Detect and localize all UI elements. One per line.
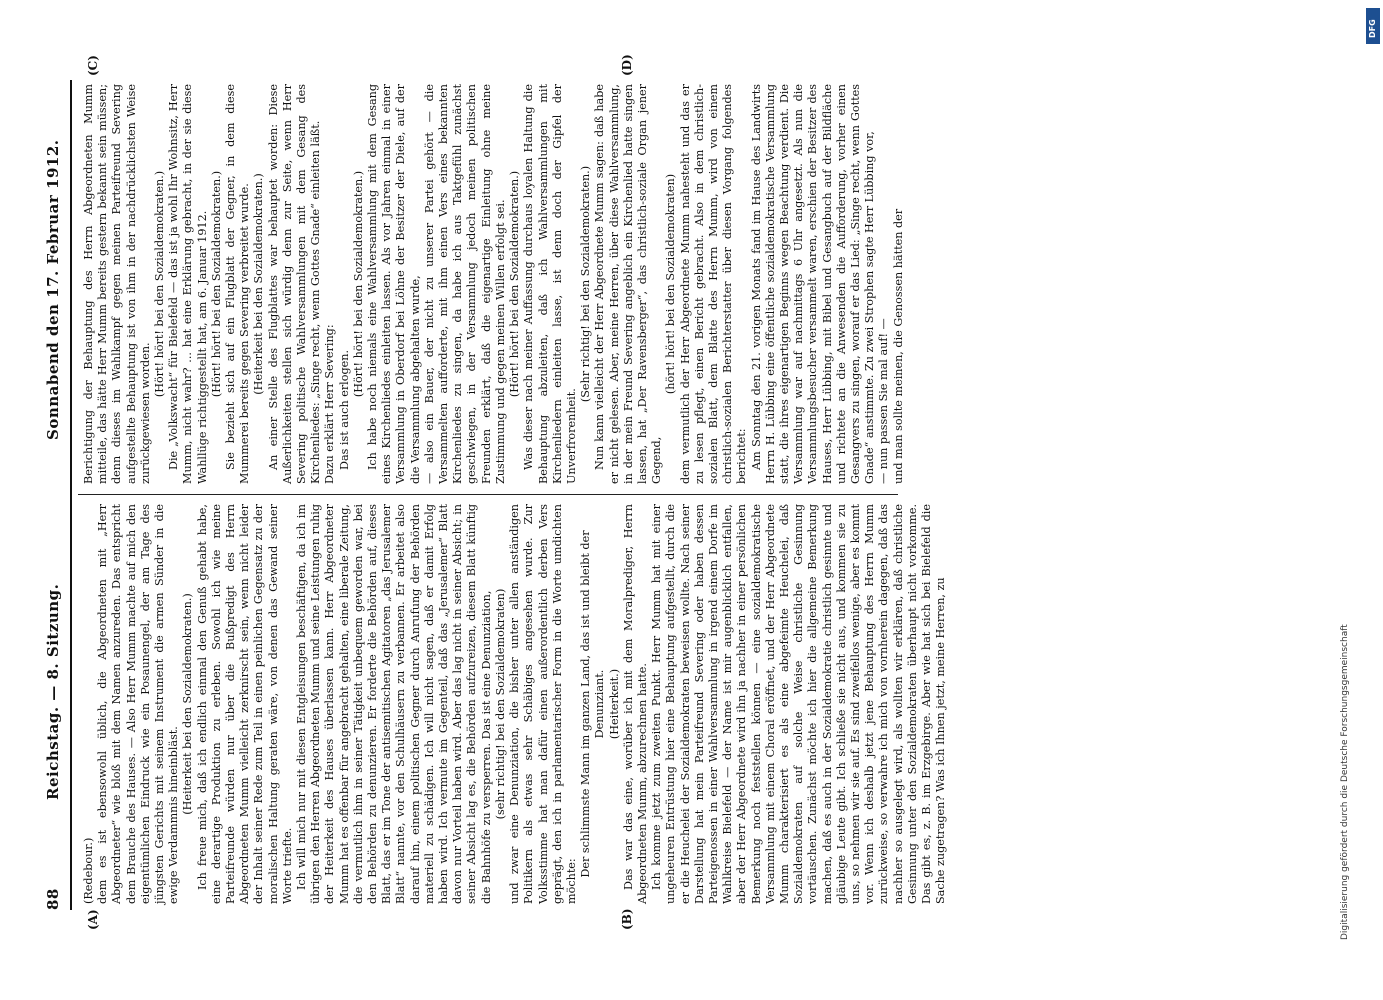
interjection: (Sehr richtig! bei den Sozialdemokraten.)	[579, 165, 593, 403]
paragraph: Die „Volkswacht“ für Bielefeld — das ist ja wohl Ihr Wohnsitz, Herr Mumm, nicht wahr? ... hat eine Erklärung gebracht, in der sie diese Wahllüge richtiggestellt hat, am 6. Januar 1912.	[167, 84, 209, 484]
paragraph: Sie bezieht sich auf ein Flugblatt der Gegner, in dem diese Mummerei bereits gegen Severing verbreitet wurde.	[224, 84, 252, 484]
margin-mark-b: (B)	[620, 908, 634, 930]
funding-note-text: Digitalisierung gefördert durch die Deutsche Forschungsgemeinschaft	[1340, 624, 1350, 940]
quote: Das ist auch erlogen.	[337, 349, 351, 470]
interjection: (hört! hört! bei den Sozialdemokraten)	[664, 173, 678, 395]
paragraph: Das war das eine, worüber ich mit dem Moralprediger, Herrn Abgeordneten Mumm, abzurechnen hatte.	[621, 504, 649, 904]
paragraph: Ich freue mich, daß ich endlich einmal den Genuß gehabt habe, eine derartige Produktion zu erleben. Sowohl ich wie meine Parteifreunde würden nur über die Bußpredigt des Herrn Abgeordneten Mumm vielleicht zerknirscht sein, wenn nicht leider der Inhalt seiner Rede zum Teil in einen peinlichen Gegensatz zu der moralischen Haltung geraten wäre, von denen das Gewand seiner Worte triefte.	[195, 504, 294, 904]
paragraph: Berichtigung der Behauptung des Herrn Abgeordneten Mumm mitteile, das hätte Herr Mumm bereits gestern bekannt sein müssen; denn dieses im Wahlkampf gegen meinen Parteifreund Severing aufgestellte Behauptung ist von ihm in der nachdrücklichsten Weise zurückgewiesen worden.	[82, 84, 152, 484]
paragraph: Dazu erklärt Herr Severing:	[323, 324, 337, 484]
session-date: Sonnabend den 17. Februar 1912.	[44, 139, 62, 440]
interjection: (Hört! hört! bei den Sozialdemokraten.)	[351, 170, 365, 398]
header-rule	[70, 80, 72, 910]
speaker-label: (Redebour.)	[82, 837, 95, 904]
quote: Ich habe noch niemals eine Wahlversammlung mit dem Gesang eines Kirchenliedes einleiten lassen. Als vor Jahren einmal in einer Versammlung in Oberdorf bei Löhne der Besitzer der Diele, auf der die Versammlung abgehalten wurde,	[366, 84, 422, 484]
paragraph: Nun kann vielleicht der Herr Abgeordnete Mumm sagen: daß habe er nicht gelesen. Aber, meine Herren, über diese Wahlversammlung, in der mein Freund Severing angeblich ein Kirchenlied hatte singen lassen, hat „Der Ravensberger“, das christlich-soziale Organ jener Gegend,	[593, 84, 664, 484]
session-title: Reichstag. — 8. Sitzung.	[44, 583, 62, 800]
interjection: (Heiterkeit.)	[607, 668, 621, 740]
margin-mark-a: (A)	[86, 909, 100, 930]
interjection: (Hört! hört! bei den Sozialdemokraten.)	[508, 170, 522, 398]
paragraph: Ich komme jetzt zum zweiten Punkt. Herr Mumm hat mit einer ungeheuren Entrüstung hier eine Behauptung aufgestellt, durch die er die Heuchelei der Sozialdemokraten beweisen wollte. Nach seiner Darstellung hat mein Parteifreund Severing oder haben dessen Parteigenossen in einer Wahlversammlung in irgend einem Dorfe im Wahlkreise Bielefeld — der Name ist mir augenblicklich entfallen, aber der Herr Abgeordnete wird ihn ja nachher in einer persönlichen Bemerkung noch feststellen können — eine sozialdemokratische Versammlung mit einem Choral eröffnet, und der Herr Abgeordnete Mumm charakterisiert es als eine abgefeimte Heuchelei, daß Sozialdemokraten auf solche Weise christliche Gesinnung vortäuschen. Zunächst möchte ich hier die allgemeine Bemerkung machen, daß es auch in der Sozialdemokratie christlich gesinnte und gläubige Leute gibt. Ich schließe sie nicht aus, und kommen sie zu uns, so nehmen wir sie auf. Es sind zweifellos wenige, aber es kommt vor. Wenn ich deshalb jetzt jene Behauptung des Herrn Mumm zurückweise, so verwahre ich mich von vornherein dagegen, daß das nachher so ausgelegt wird, als wollten wir erklären, daß christliche Gesinnung unter den Sozialdemokraten überhaupt nicht vorkomme. Das gibt es, z. B. im Erzgebirge. Aber wie hat sich bei Bielefeld die Sache zugetragen? Was ich Ihnen jetzt, meine Herren, zu	[650, 504, 948, 904]
verse: Der schlimmste Mann im ganzen Land, das ist und bleibt der Denunziant.	[579, 530, 607, 878]
dfg-logo	[1366, 8, 1380, 44]
funding-note	[1340, 60, 1354, 940]
quote: und man sollte meinen, die Genossen hätten der	[891, 208, 905, 484]
page-header	[44, 90, 70, 910]
interjection: — nun passen Sie mal auf! —	[877, 318, 891, 484]
margin-mark-c: (C)	[86, 55, 100, 76]
interjection: (sehr richtig! bei den Sozialdemokraten)	[493, 588, 507, 820]
dfg-logo-text: DFG	[1368, 19, 1377, 38]
quote: An einer Stelle des Flugblattes war behauptet worden: Diese Außerlichkeiten stellen sich würdig denn zur Seite, wenn Herr Severing politische Wahlversammlungen mit dem Gesang des Kirchenliedes: „Singe recht, wenn Gottes Gnade“ einleiten läßt.	[266, 84, 323, 484]
interjection: (Heiterkeit bei den Sozialdemokraten.)	[252, 173, 266, 395]
paragraph: Ich will mich nur mit diesen Entgleisungen beschäftigen, da ich im übrigen den Herren Abgeordneten Mumm und seine Leistungen ruhig der Heiterkeit des Hauses überlassen kann. Herr Abgeordneter Mumm hat es offenbar für angebracht gehalten, eine liberale Zeitung, die vermutlich ihm in seiner Tätigkeit unbequem geworden war, bei den Behörden zu denunzieren. Er forderte die Behörden auf, dieses Blatt, das er im Tone der antisemitischen Agitatoren „das Jerusalemer Blatt“ nannte, vor den Schulhäusern zu verbannen. Er arbeitet also darauf hin, einem politischen Gegner durch Anrufung der Behörden materiell zu schädigen. Ich will nicht sagen, daß er damit Erfolg haben wird. Ich vermute im Gegenteil, daß das „Jerusalemer“ Blatt davon nur Vorteil haben wird. Aber das lag nicht in seiner Absicht; in seiner Absicht lag es, die Behörden aufzureizen, diesem Blatt künftig die Bahnhöfe zu versperren. Das ist eine Denunziation,	[295, 503, 493, 904]
quote: Was dieser nach meiner Auffassung durchaus loyalen Haltung die Behauptung abzuleiten, daß ich Wahlversammlungen mit Kirchenliedern einleiten lasse, ist denn doch der Gipfel der Unverfrorenheit.	[522, 84, 578, 484]
column-divider	[78, 494, 898, 495]
interjection: (Hört! hört! bei den Sozialdemokraten.)	[209, 170, 223, 398]
paragraph: dem es ist ebensowohl üblich, die Abgeordneten mit „Herr Abgeordneter“ wie bloß mit dem Namen anzureden. Das entspricht dem Brauche des Hauses. — Also Herr Mumm machte auf mich den eigentümlichen Eindruck wie ein Posaunengel, der am Tage des jüngsten Gerichts mit seinem Instrument die armen Sünder in die ewige Verdammnis hineinbläst.	[96, 504, 181, 904]
interjection: (Heiterkeit bei den Sozialdemokraten.)	[181, 593, 195, 815]
paragraph: dem vermutlich der Herr Abgeordnete Mumm nahesteht und das er zu lesen pflegt, einen Bericht gebracht. Also in dem christlich-sozialen Blatt, dem Blatte des Herrn Mumm, wird von einem christlich-sozialen Berichterstatter über diesen Vorgang folgendes berichtet:	[678, 84, 749, 484]
quote: — also ein Bauer, der nicht zu unserer Partei gehört — die Versammelten aufforderte, mit ihm einen Vers eines bekannten Kirchenliedes zu singen, da habe ich aus Taktgefühl zunächst geschwiegen, in der Versammlung jedoch meinen politischen Freunden erklärt, daß die eigenartige Einleitung ohne meine Zustimmung und gegen meinen Willen erfolgt sei.	[422, 84, 507, 484]
page-number: 88	[44, 888, 62, 910]
interjection: (Hört! hört! bei den Sozialdemokraten.)	[153, 170, 167, 398]
paragraph: und zwar eine Denunziation, die bisher unter allen anständigen Politikern als etwas sehr Schäbiges angesehen wurde. Zur Volksstimme hat man dafür einen außerordentlich derben Vers geprägt, den ich in parlamentarischer Form in die Worte umdichten möchte:	[508, 504, 578, 904]
margin-mark-d: (D)	[620, 54, 634, 76]
left-column	[82, 504, 948, 904]
right-column	[82, 84, 906, 484]
quote: Am Sonntag den 21. vorigen Monats fand im Hause des Landwirts Herrn H. Lübbing eine öffentliche sozialdemokratische Versammlung statt, die ihres eigenartigen Beginns wegen Beachtung verdient. Die Versammlung war auf nachmittags 6 Uhr angesetzt. Als nun die Versammlungsbesucher versammelt waren, erschien der Besitzer des Hauses, Herr Lübbing, mit Bibel und Gesangbuch auf der Bildfläche und richtete an die Anwesenden die Aufforderung, vorher einen Gesangvers zu singen, worauf er das Lied: „Singe recht, wenn Gottes Gnade“ anstimmte. Zu zwei Strophen sagte Herr Lübbing vor,	[749, 84, 877, 484]
